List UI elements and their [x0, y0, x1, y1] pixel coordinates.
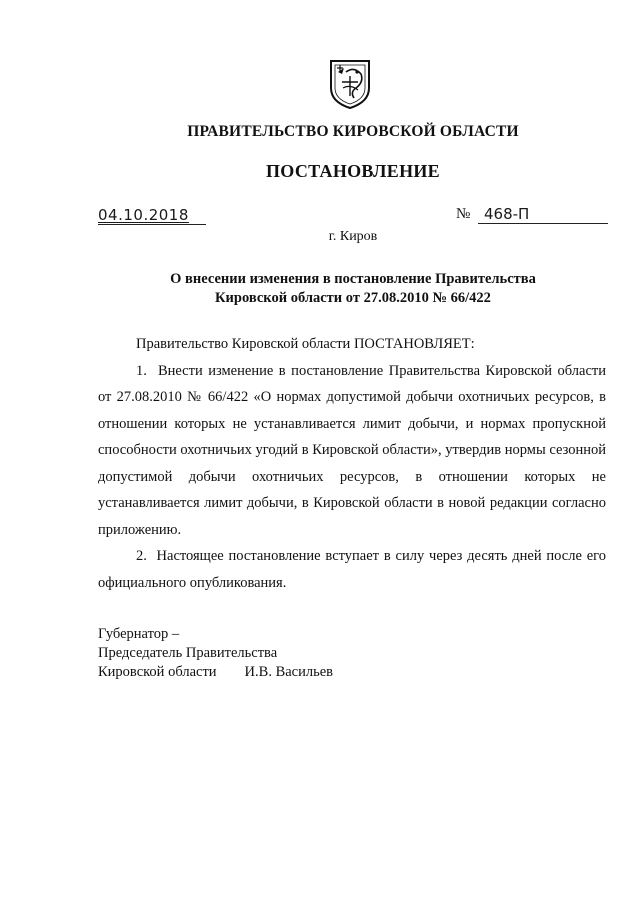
- number-label: №: [456, 206, 471, 222]
- document-date: 04.10.2018: [98, 206, 206, 225]
- signatory-title-3: Кировской области: [98, 664, 217, 680]
- signatory-title-1: Губернатор –: [98, 626, 180, 642]
- resolution-item-2: 2. Настоящее постановление вступает в силу через десять дней после его официального опубликования.: [98, 548, 606, 591]
- resolution-item-1: 1. Внести изменение в постановление Правительства Кировской области от 27.08.2010 № 66/422 «О нормах допустимой добычи охотничьих ресурсов, в отношении которых не устанавливается лимит добычи, и нормах пропускной способности охотничьих угодий в Кировской области», утвердив нормы сезонной допустимой добычи охотничьих ресурсов, в отношении которых не устанавливается лимит добычи, в Кировской области в новой редакции согласно приложению.: [98, 362, 606, 538]
- signatory-name: И.В. Васильев: [244, 664, 333, 680]
- city-line: г. Киров: [328, 229, 378, 244]
- document-subject: [0, 270, 640, 308]
- signature-block: [98, 625, 333, 682]
- signatory-title-2: Председатель Правительства: [98, 645, 278, 661]
- kirov-coat-of-arms-icon: [328, 58, 372, 110]
- government-title: ПРАВИТЕЛЬСТВО КИРОВСКОЙ ОБЛАСТИ: [187, 123, 519, 140]
- document-body: [98, 331, 606, 596]
- document-type-title: ПОСТАНОВЛЕНИЕ: [266, 161, 440, 181]
- subject-line-1: О внесении изменения в постановление Правительства: [170, 271, 536, 287]
- subject-line-2: Кировской области от 27.08.2010 № 66/422: [215, 290, 491, 306]
- resolution-intro: Правительство Кировской области ПОСТАНОВЛЯЕТ:: [136, 336, 475, 352]
- document-number: 468-П: [478, 205, 608, 224]
